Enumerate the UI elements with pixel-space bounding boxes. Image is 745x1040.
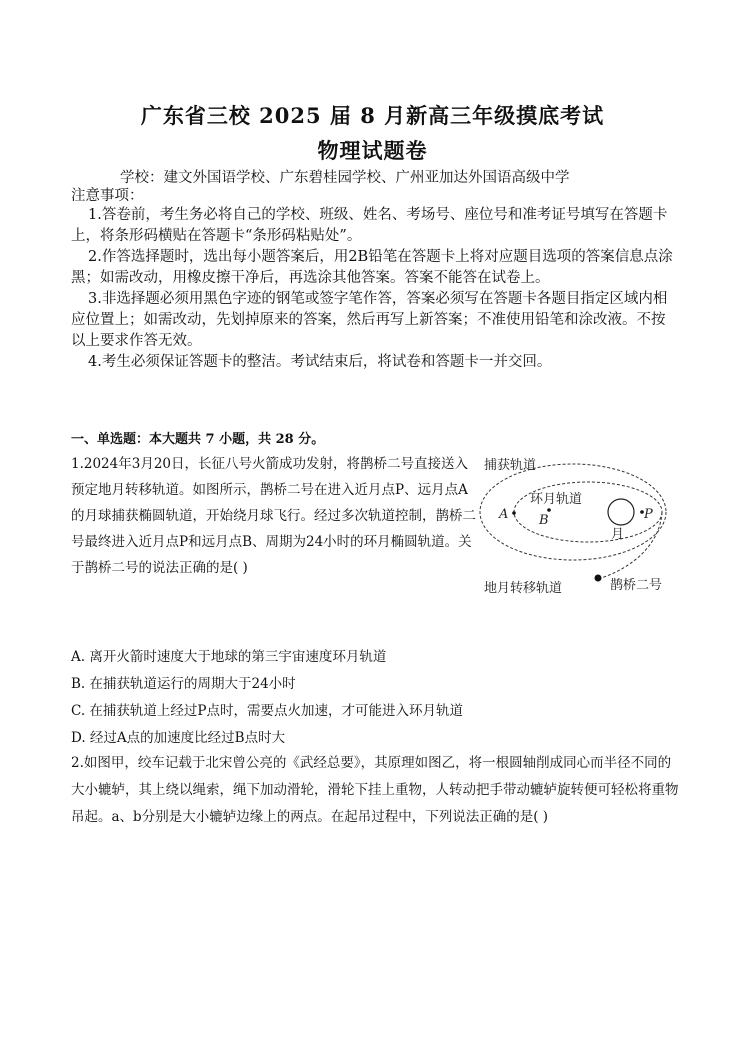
- ring-orbit: [514, 482, 662, 542]
- label-B: B: [539, 513, 549, 528]
- notice-item: 2.作答选择题时，选出每小题答案后，用2B铅笔在答题卡上将对应题目选项的答案信息点涂黑；如需改动，用橡皮擦干净后，再选涂其他答案。答案不能答在试卷上。: [71, 249, 673, 286]
- point-B: [547, 508, 551, 512]
- label-transfer: 地月转移轨道: [484, 581, 563, 596]
- notice-item: 4.考生必须保证答题卡的整洁。考试结束后，将试卷和答题卡一并交回。: [88, 354, 552, 370]
- schools-line: 学校：建文外国语学校、广东碧桂园学校、广州亚加达外国语高级中学: [120, 170, 570, 186]
- question-1: [71, 451, 476, 581]
- label-capture: 捕获轨道: [484, 458, 537, 473]
- orbit-diagram: [478, 452, 683, 602]
- question-2: [71, 750, 683, 831]
- label-P: P: [644, 507, 653, 522]
- question-1-options: [71, 644, 463, 752]
- option-b: B. 在捕获轨道运行的周期大于24小时: [71, 676, 296, 692]
- label-moon: 月: [611, 527, 625, 542]
- moon-circle: [608, 499, 634, 525]
- label-craft: 鹊桥二号: [610, 578, 663, 593]
- notice-heading: 注意事项：: [71, 188, 144, 204]
- option-d: D. 经过A点的加速度比经过B点时大: [71, 730, 286, 746]
- exam-subtitle: 物理试题卷: [317, 138, 428, 163]
- spacecraft-dot: [595, 575, 602, 582]
- point-A: [512, 511, 516, 515]
- notice-list: [71, 205, 677, 373]
- exam-title: 广东省三校 2025 届 8 月新高三年级摸底考试: [140, 103, 605, 128]
- label-A: A: [499, 507, 509, 522]
- question-1-stem: 1.2024年3月20日，长征八号火箭成功发射，将鹊桥二号直接送入预定地月转移轨道。如图所示，鹊桥二号在进入近月点P、远月点A的月球捕获椭圆轨道，开始绕月球飞行。经过多次轨道控制，鹊桥二号最终进入近月点P和远月点B、周期为24小时的环月椭圆轨道。关于鹊桥二号的说法正确的是( ): [71, 456, 476, 576]
- option-a: A. 离开火箭时速度大于地球的第三宇宙速度环月轨道: [71, 649, 387, 665]
- option-c: C. 在捕获轨道上经过P点时，需要点火加速，才可能进入环月轨道: [71, 703, 464, 719]
- notice-item: 3.非选择题必须用黑色字迹的钢笔或签字笔作答，答案必须写在答题卡各题目指定区域内相应位置上；如需改动，先划掉原来的答案，然后再写上新答案；不准使用铅笔和涂改液。不按以上要求作答无效。: [71, 291, 668, 349]
- notice-item: 1.答卷前，考生务必将自己的学校、班级、姓名、考场号、座位号和准考证号填写在答题卡上，将条形码横贴在答题卡“条形码粘贴处”。: [71, 207, 668, 244]
- section-title: 一、单选题：本大题共 7 小题，共 28 分。: [71, 432, 325, 447]
- question-2-stem: 2.如图甲，绞车记载于北宋曾公亮的《武经总要》，其原理如图乙，将一根圆轴削成同心而半径不同的大小辘轳，其上绕以绳索，绳下加动滑轮，滑轮下挂上重物，人转动把手带动辘轳旋转便可轻松将重物吊起。a、b分别是大小辘轳边缘上的两点。在起吊过程中，下列说法正确的是( ): [71, 755, 679, 825]
- label-ring: 环月轨道: [530, 492, 583, 507]
